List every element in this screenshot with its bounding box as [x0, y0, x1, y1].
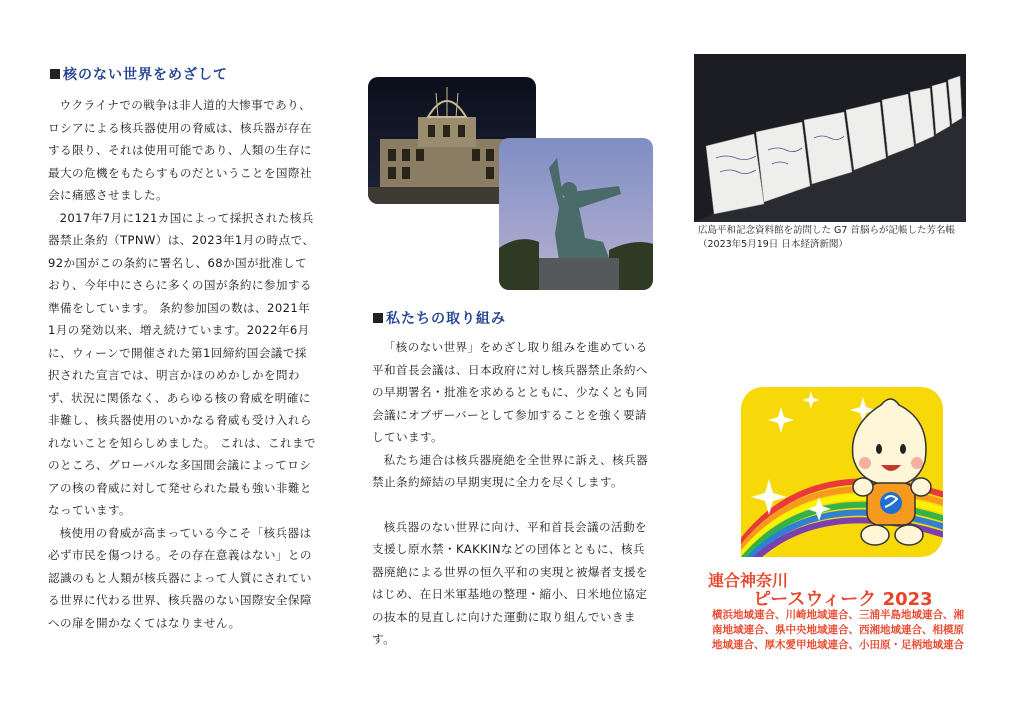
paragraph: 「核のない世界」をめざし取り組みを進めている平和首長会議は、日本政府に対し核兵器禁止条約への早期署名・批准を求めるとともに、少なくとも同会議にオブザーバーとして参加することを強く要請しています。: [372, 340, 648, 444]
section-body-our-efforts: [372, 336, 654, 651]
paragraph: 2017年7月に121カ国によって採択された核兵器禁止条約（TPNW）は、2023年1月の時点で、92か国がこの条約に署名し、68か国が批准しており、今年中にさらに多くの国が条約に参加する準備をしています。 条約参加国の数は、2021年1月の発効以来、増え続けています。2022年6月に、ウィーンで開催された第1回締約国会議で採択された宣言では、明言かほのめかしかを問わず、状況に関係なく、あらゆる核の脅威を明確に非難し、核兵器使用のいかなる脅威も受け入れられないことを知らしめました。 これは、これまでのところ、グローバルな多国間会議によってロシアの核の脅威に対して発せられた最も強い非難となっています。: [48, 210, 316, 517]
event-regions: 横浜地域連合、川崎地域連合、三浦半島地域連合、湘南地域連合、県中央地域連合、西湘地域連合、相模原地域連合、厚木愛甲地域連合、小田原・足柄地域連合: [712, 609, 964, 651]
peace-statue-photo: [499, 138, 653, 290]
square-bullet-icon: [50, 69, 60, 79]
square-bullet-icon: [373, 313, 383, 323]
event-title: ピースウィーク 2023: [753, 589, 933, 610]
peace-week-mascot-logo: [741, 387, 943, 557]
section-body-nuclear-free: [48, 94, 316, 634]
section-heading-our-efforts: 私たちの取り組み: [373, 308, 506, 328]
paragraph: 核兵器のない世界に向け、平和首長会議の活動を支援し原水禁・KAKKINなどの団体とともに、核兵器廃絶による世界の恒久平和の実現と被爆者支援をはじめ、在日米軍基地の整理・縮小、日米地位協定の抜本的見直しに向けた運動に取り組んでいきます。: [372, 519, 648, 646]
paragraph: 私たち連合は核兵器廃絶を全世界に訴え、核兵器禁止条約締結の早期実現に全力を尽くします。: [372, 452, 649, 489]
photo-caption: 広島平和記念資料館を訪問した G7 首脳らが記帳した芳名帳（2023年5月19日 日本経済新聞）: [698, 225, 955, 250]
section-heading-nuclear-free: 核のない世界をめざして: [50, 64, 228, 84]
guestbook-photo: [694, 54, 966, 222]
paragraph: ウクライナでの戦争は非人道的大惨事であり、ロシアによる核兵器使用の脅威は、核兵器が存在する限り、それは使用可能であり、人類の生存に最大の危機をもたらすものだということを国際社会に痛感させました。: [48, 98, 312, 202]
event-org: 連合神奈川: [708, 571, 789, 590]
paragraph: 核使用の脅威が高まっている今こそ「核兵器は必ず市民を傷つける。その存在意義はない」との認識のもと人類が核兵器によって人質にされている世界に代わる世界、核兵器のない国際安全保障への扉を開かなくてはなりません。: [48, 525, 312, 630]
